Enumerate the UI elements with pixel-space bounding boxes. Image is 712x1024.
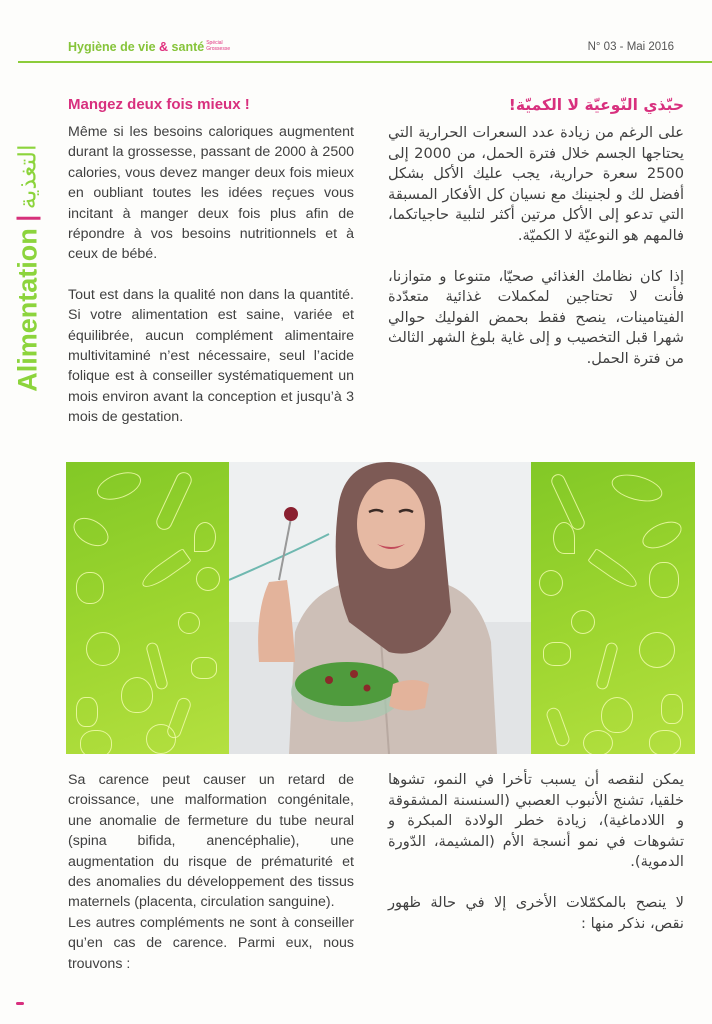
- brand-part2: santé: [171, 40, 205, 54]
- section-label-divider: [16, 217, 40, 220]
- vegetable-pattern-right: [531, 462, 695, 754]
- arabic-column-top: [388, 96, 684, 370]
- arabic-title: حبّذي النّوعيّة لا الكميّة!: [508, 96, 684, 114]
- section-label-ar: التغذية: [14, 144, 42, 210]
- french-paragraph-4: Les autres compléments ne sont à conseiller qu’en cas de carence. Parmi eux, nous trouvons :: [68, 914, 354, 972]
- article-photo: [66, 462, 695, 754]
- french-column-top: [68, 96, 354, 428]
- header-divider: [18, 61, 712, 63]
- arabic-column-bottom: [388, 770, 684, 934]
- vegetable-pattern-left: [66, 462, 229, 754]
- french-paragraph-2: Tout est dans la qualité non dans la quantité. Si votre alimentation est saine, variée et équilibrée, aucun complément alimentaire multivitaminé n’est nécessaire, seul l’acide folique est à conseiller systématiquement un mois environ avant la conception et jusqu’à 3 mois de gestation.: [68, 286, 354, 426]
- french-paragraph-1: Même si les besoins caloriques augmentent durant la grossesse, passant de 2000 à 2500 calories, vous devez manger deux fois mieux en oubliant toutes les idées reçues vous incitant à manger deux fois plus afin de répondre à vos besoins nutritionnels et à ceux de bébé.: [68, 124, 354, 263]
- arabic-paragraph-4: لا ينصح بالمكمّلات الأخرى إلا في حالة ظهور نقص، نذكر منها :: [388, 893, 684, 932]
- arabic-paragraph-1: على الرغم من زيادة عدد السعرات الحرارية التي يحتاجها الجسم خلال فترة الحمل، من 2000 إلى 2500 سعرة حرارية، يجب عليك الأكل بشكل أفضل لك و لجنينك مع نسيان كل الأفكار المسبقة التي تدعو إلى الأكل مرتين أكثر لتلبية حاجياتكما، فالمهم هو النوعيّة لا الكميّة.: [388, 124, 684, 244]
- woman-illustration: [229, 462, 531, 754]
- arabic-paragraph-3: يمكن لنقصه أن يسبب تأخرا في النمو، تشوها خلقيا، تشنج الأنبوب العصبي (السنسنة المشقوقة و اللادماغية)، زيادة خطر الولادة المبكرة و تشوهات في نمو أنسجة الأم (المشيمة، الدّورة الدموية).: [388, 771, 684, 871]
- page-header: [0, 0, 712, 62]
- brand-ampersand: &: [159, 40, 169, 54]
- section-label-fr: Alimentation: [12, 228, 43, 392]
- brand-special-tag: [206, 41, 230, 52]
- section-label: [8, 98, 48, 438]
- issue-number: N° 03 - Mai 2016: [587, 41, 674, 53]
- photo-woman-eating-salad: [229, 462, 531, 754]
- brand-special-line2: Grossesse: [206, 45, 231, 52]
- brand-part1: Hygiène de vie: [68, 40, 156, 54]
- arabic-paragraph-2: إذا كان نظامك الغذائي صحيّا، متنوعا و متوازنا، فأنت لا تحتاجين لمكملات غذائية متعدّدة الفيتامينات، ينصح فقط بحمض الفوليك حوالي شهرا قبل التخصيب و إلى غاية بلوغ الشهر الثالث من فترة الحمل.: [388, 267, 684, 367]
- french-paragraph-3: Sa carence peut causer un retard de croissance, une malformation congénitale, une anomalie de fermeture du tube neural (spina bifida, anencéphalie), une augmentation du risque de prématurité et des anomalies du développement des tissus maternels (placenta, circulation sanguine).: [68, 772, 354, 911]
- french-column-bottom: [68, 770, 354, 974]
- page-corner-mark: [16, 1002, 24, 1005]
- french-title: Mangez deux fois mieux !: [68, 96, 250, 113]
- magazine-brand: [68, 40, 230, 54]
- brand-special-line1: Spécial: [206, 40, 223, 46]
